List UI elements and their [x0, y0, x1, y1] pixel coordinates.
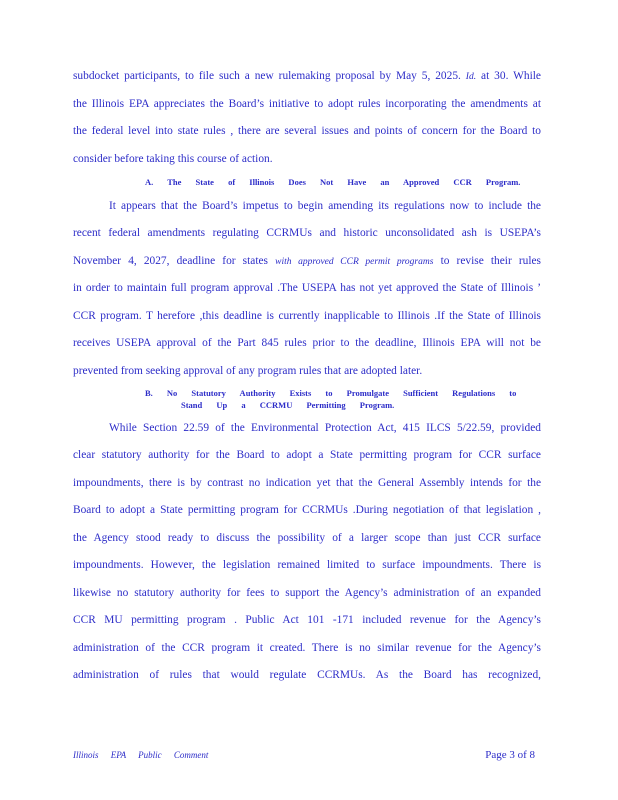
body-line — [73, 70, 541, 83]
body-line: clear statutory authority for the Board to adopt a State permitting program for CCR surface — [73, 449, 541, 461]
page-number: Page 3 of 8 — [485, 749, 535, 761]
footer-label: Illinois EPA Public Comment — [73, 750, 209, 760]
body-line: receives USEPA approval of the Part 845 rules prior to the deadline, Illinois EPA will not be — [73, 337, 541, 349]
section-heading-a: A. The State of Illinois Does Not Have an Approved CCR Program. — [145, 176, 521, 187]
body-line: the Agency stood ready to discuss the possibility of a larger scope than just CCR surface — [73, 531, 541, 544]
citation-text: Id. — [465, 72, 477, 82]
body-line: While Section 22.59 of the Environmental Protection Act, 415 ILCS 5/22.59, provided — [109, 421, 541, 434]
body-text: at 30. While — [481, 70, 541, 82]
section-heading-b: B. No Statutory Authority Exists to Promulgate Sufficient Regulations to — [145, 387, 517, 398]
page-footer — [73, 749, 535, 761]
body-line: likewise no statutory authority for fees to support the Agency’s administration of an expanded — [73, 586, 541, 599]
body-line — [73, 255, 541, 268]
document-body — [73, 70, 541, 682]
body-text: to revise their rules — [440, 254, 541, 267]
body-line: prevented from seeking approval of any program rules that are adopted later. — [73, 364, 423, 377]
body-line: in order to maintain full program approval .The USEPA has not yet approved the State of Illinois ’ — [73, 282, 541, 294]
body-line: Board to adopt a State permitting program for CCRMUs .During negotiation of that legislation , — [73, 504, 541, 516]
body-line: impoundments. However, the legislation remained limited to surface impoundments. There is — [73, 559, 541, 571]
body-line: impoundments, there is by contrast no indication yet that the General Assembly intends for the — [73, 476, 541, 489]
body-line: administration of rules that would regulate CCRMUs. As the Board has recognized, — [73, 669, 541, 681]
body-line: consider before taking this course of action. — [73, 152, 273, 165]
section-heading-b-cont: Stand Up a CCRMU Permitting Program. — [181, 399, 395, 410]
body-text: subdocket participants, to file such a new rulemaking proposal by May 5, 2025. — [73, 70, 461, 82]
body-line: It appears that the Board’s impetus to begin amending its regulations now to include the — [109, 199, 541, 212]
body-line: CCR program. T herefore ,this deadline is currently inapplicable to Illinois .If the State of Illinois — [73, 309, 541, 322]
body-text: November 4, 2027, deadline for states — [73, 254, 268, 267]
body-line: administration of the CCR program it created. There is no similar revenue for the Agency’s — [73, 641, 541, 654]
body-line: recent federal amendments regulating CCRMUs and historic unconsolidated ash is USEPA’s — [73, 227, 541, 239]
italic-text: with approved CCR permit programs — [275, 256, 434, 267]
body-line: the federal level into state rules , there are several issues and points of concern for the Board to — [73, 125, 541, 137]
body-line: the Illinois EPA appreciates the Board’s initiative to adopt rules incorporating the amendments at — [73, 97, 541, 110]
body-line: CCR MU permitting program . Public Act 101 -171 included revenue for the Agency’s — [73, 614, 541, 626]
